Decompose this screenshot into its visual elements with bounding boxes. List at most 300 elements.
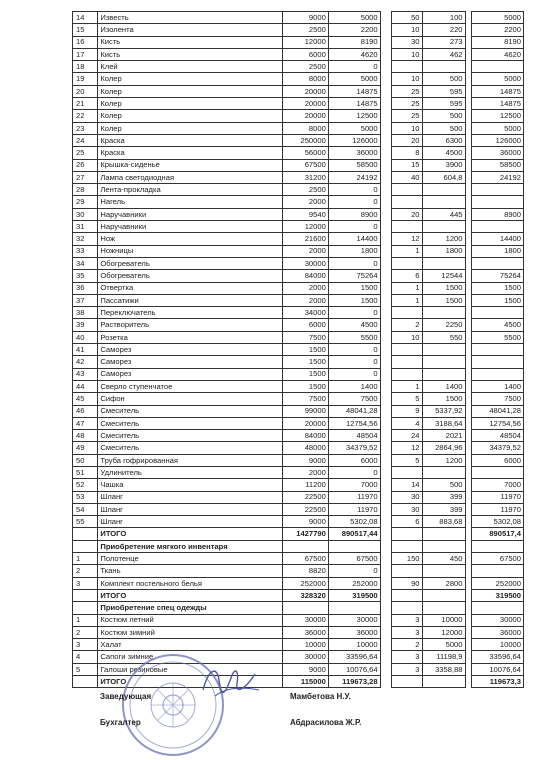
actual-amount-cell: 12754,56 xyxy=(328,417,380,429)
planned-amount-cell: 2500 xyxy=(282,61,328,73)
quantity-cell: 8 xyxy=(391,147,422,159)
table-row xyxy=(73,196,524,208)
spacer-cell xyxy=(465,540,472,552)
unit-price-cell: 11198,9 xyxy=(422,651,465,663)
quantity-cell: 150 xyxy=(391,553,422,565)
table-row xyxy=(73,491,524,503)
planned-amount-cell: 2500 xyxy=(282,24,328,36)
table-row xyxy=(73,565,524,577)
item-name-cell: Известь xyxy=(98,12,282,24)
planned-amount-cell: 30000 xyxy=(282,614,328,626)
row-number-cell: 53 xyxy=(73,491,98,503)
row-number-cell: 46 xyxy=(73,405,98,417)
spacer-cell xyxy=(465,245,472,257)
spacer-cell xyxy=(380,134,391,146)
row-number-cell: 33 xyxy=(73,245,98,257)
item-name-cell: Колер xyxy=(98,98,282,110)
actual-amount-cell: 126000 xyxy=(328,134,380,146)
spacer-cell xyxy=(380,454,391,466)
quantity-cell xyxy=(391,368,422,380)
table-row xyxy=(73,380,524,392)
table-row xyxy=(73,270,524,282)
row-number-cell: 30 xyxy=(73,208,98,220)
planned-amount-cell: 36000 xyxy=(282,626,328,638)
spacer-cell xyxy=(465,257,472,269)
total-cell xyxy=(472,221,524,233)
item-name-cell: ИТОГО xyxy=(98,589,282,601)
spacer-cell xyxy=(465,491,472,503)
spacer-cell xyxy=(380,24,391,36)
unit-price-cell: 5000 xyxy=(422,639,465,651)
spacer-cell xyxy=(465,466,472,478)
quantity-cell: 3 xyxy=(391,663,422,675)
spacer-cell xyxy=(380,676,391,688)
row-number-cell: 51 xyxy=(73,466,98,478)
table-row xyxy=(73,368,524,380)
spacer-cell xyxy=(380,528,391,540)
actual-amount-cell: 75264 xyxy=(328,270,380,282)
spacer-cell xyxy=(380,553,391,565)
unit-price-cell: 450 xyxy=(422,553,465,565)
total-cell: 10076,64 xyxy=(472,663,524,675)
item-name-cell: Лампа светодиодная xyxy=(98,171,282,183)
quantity-cell: 10 xyxy=(391,48,422,60)
total-cell xyxy=(472,307,524,319)
unit-price-cell: 2800 xyxy=(422,577,465,589)
quantity-cell xyxy=(391,528,422,540)
row-number-cell: 5 xyxy=(73,663,98,675)
planned-amount-cell: 8000 xyxy=(282,122,328,134)
quantity-cell xyxy=(391,602,422,614)
item-name-cell: Нож xyxy=(98,233,282,245)
spacer-cell xyxy=(380,577,391,589)
unit-price-cell xyxy=(422,356,465,368)
planned-amount-cell: 34000 xyxy=(282,307,328,319)
total-cell: 14875 xyxy=(472,98,524,110)
unit-price-cell: 1200 xyxy=(422,233,465,245)
planned-amount-cell: 1500 xyxy=(282,380,328,392)
spacer-cell xyxy=(465,503,472,515)
actual-amount-cell: 30000 xyxy=(328,614,380,626)
row-number-cell: 14 xyxy=(73,12,98,24)
actual-amount-cell: 36000 xyxy=(328,147,380,159)
spacer-cell xyxy=(465,147,472,159)
quantity-cell: 14 xyxy=(391,479,422,491)
item-name-cell: Краска xyxy=(98,147,282,159)
row-number-cell: 32 xyxy=(73,233,98,245)
spacer-cell xyxy=(465,73,472,85)
table-row xyxy=(73,294,524,306)
row-number-cell xyxy=(73,589,98,601)
unit-price-cell: 2864,96 xyxy=(422,442,465,454)
spacer-cell xyxy=(465,639,472,651)
unit-price-cell: 3188,64 xyxy=(422,417,465,429)
planned-amount-cell: 2000 xyxy=(282,294,328,306)
table-row xyxy=(73,24,524,36)
item-name-cell: Изолента xyxy=(98,24,282,36)
unit-price-cell: 500 xyxy=(422,110,465,122)
actual-amount-cell: 14875 xyxy=(328,85,380,97)
total-cell: 7500 xyxy=(472,393,524,405)
planned-amount-cell: 8820 xyxy=(282,565,328,577)
total-cell: 7000 xyxy=(472,479,524,491)
spacer-cell xyxy=(465,565,472,577)
row-number-cell: 50 xyxy=(73,454,98,466)
spacer-cell xyxy=(465,171,472,183)
actual-amount-cell: 1800 xyxy=(328,245,380,257)
spacer-cell xyxy=(465,368,472,380)
item-name-cell: Костюм летний xyxy=(98,614,282,626)
spacer-cell xyxy=(380,380,391,392)
spacer-cell xyxy=(380,589,391,601)
spacer-cell xyxy=(380,110,391,122)
row-number-cell: 52 xyxy=(73,479,98,491)
total-cell: 126000 xyxy=(472,134,524,146)
item-name-cell: Смеситель xyxy=(98,442,282,454)
actual-amount-cell: 0 xyxy=(328,344,380,356)
spacer-cell xyxy=(380,208,391,220)
spacer-cell xyxy=(380,565,391,577)
item-name-cell: Смеситель xyxy=(98,430,282,442)
spacer-cell xyxy=(380,639,391,651)
actual-amount-cell: 36000 xyxy=(328,626,380,638)
table-row xyxy=(73,577,524,589)
planned-amount-cell: 7500 xyxy=(282,393,328,405)
spacer-cell xyxy=(465,589,472,601)
quantity-cell: 30 xyxy=(391,491,422,503)
actual-amount-cell: 8900 xyxy=(328,208,380,220)
quantity-cell: 25 xyxy=(391,110,422,122)
row-number-cell: 22 xyxy=(73,110,98,122)
unit-price-cell: 399 xyxy=(422,491,465,503)
spacer-cell xyxy=(465,430,472,442)
row-number-cell: 47 xyxy=(73,417,98,429)
item-name-cell: Лента-прокладка xyxy=(98,184,282,196)
spacer-cell xyxy=(380,368,391,380)
table-row xyxy=(73,257,524,269)
quantity-cell: 5 xyxy=(391,393,422,405)
item-name-cell: Шланг xyxy=(98,491,282,503)
row-number-cell: 31 xyxy=(73,221,98,233)
planned-amount-cell: 11200 xyxy=(282,479,328,491)
planned-amount-cell: 12000 xyxy=(282,36,328,48)
planned-amount-cell: 84000 xyxy=(282,270,328,282)
table-row xyxy=(73,417,524,429)
total-cell: 1500 xyxy=(472,282,524,294)
spacer-cell xyxy=(380,85,391,97)
planned-amount-cell xyxy=(282,540,328,552)
table-row xyxy=(73,626,524,638)
spacer-cell xyxy=(380,663,391,675)
spacer-cell xyxy=(465,24,472,36)
spacer-cell xyxy=(465,602,472,614)
quantity-cell: 30 xyxy=(391,503,422,515)
spacer-cell xyxy=(465,393,472,405)
total-cell xyxy=(472,368,524,380)
quantity-cell: 1 xyxy=(391,380,422,392)
spacer-cell xyxy=(465,319,472,331)
spacer-cell xyxy=(380,442,391,454)
actual-amount-cell: 5000 xyxy=(328,73,380,85)
quantity-cell xyxy=(391,184,422,196)
expense-table xyxy=(72,11,524,688)
unit-price-cell: 10000 xyxy=(422,614,465,626)
item-name-cell: Приобретение мягкого инвентаря xyxy=(98,540,282,552)
planned-amount-cell: 328320 xyxy=(282,589,328,601)
planned-amount-cell: 84000 xyxy=(282,430,328,442)
total-cell: 119673,3 xyxy=(472,676,524,688)
unit-price-cell xyxy=(422,61,465,73)
total-cell: 11970 xyxy=(472,491,524,503)
planned-amount-cell: 9000 xyxy=(282,12,328,24)
quantity-cell: 3 xyxy=(391,651,422,663)
spacer-cell xyxy=(380,270,391,282)
row-number-cell: 20 xyxy=(73,85,98,97)
unit-price-cell xyxy=(422,184,465,196)
total-cell: 12500 xyxy=(472,110,524,122)
item-name-cell: Обогреватель xyxy=(98,270,282,282)
unit-price-cell xyxy=(422,565,465,577)
item-name-cell: Труба гофрированная xyxy=(98,454,282,466)
table-row xyxy=(73,221,524,233)
spacer-cell xyxy=(380,171,391,183)
item-name-cell: Клей xyxy=(98,61,282,73)
row-number-cell: 37 xyxy=(73,294,98,306)
quantity-cell: 15 xyxy=(391,159,422,171)
row-number-cell: 27 xyxy=(73,171,98,183)
row-number-cell: 4 xyxy=(73,651,98,663)
table-row xyxy=(73,540,524,552)
unit-price-cell: 500 xyxy=(422,73,465,85)
unit-price-cell: 500 xyxy=(422,479,465,491)
spacer-cell xyxy=(380,159,391,171)
quantity-cell: 1 xyxy=(391,294,422,306)
actual-amount-cell: 119673,28 xyxy=(328,676,380,688)
unit-price-cell xyxy=(422,528,465,540)
item-name-cell: Нагель xyxy=(98,196,282,208)
spacer-cell xyxy=(465,676,472,688)
row-number-cell: 17 xyxy=(73,48,98,60)
planned-amount-cell: 21600 xyxy=(282,233,328,245)
item-name-cell: Удлинитель xyxy=(98,466,282,478)
item-name-cell: Колер xyxy=(98,73,282,85)
table-row xyxy=(73,589,524,601)
planned-amount-cell: 1427790 xyxy=(282,528,328,540)
table-row xyxy=(73,134,524,146)
spacer-cell xyxy=(465,516,472,528)
unit-price-cell: 273 xyxy=(422,36,465,48)
actual-amount-cell: 33596,64 xyxy=(328,651,380,663)
item-name-cell: Отвертка xyxy=(98,282,282,294)
quantity-cell xyxy=(391,344,422,356)
total-cell: 36000 xyxy=(472,147,524,159)
table-row xyxy=(73,171,524,183)
total-cell: 12754,56 xyxy=(472,417,524,429)
planned-amount-cell: 250000 xyxy=(282,134,328,146)
planned-amount-cell: 9000 xyxy=(282,663,328,675)
row-number-cell xyxy=(73,528,98,540)
spacer-cell xyxy=(465,577,472,589)
item-name-cell: Халат xyxy=(98,639,282,651)
table-row xyxy=(73,245,524,257)
item-name-cell: Наручавники xyxy=(98,221,282,233)
spacer-cell xyxy=(380,233,391,245)
total-cell xyxy=(472,196,524,208)
table-row xyxy=(73,356,524,368)
item-name-cell: Обогреватель xyxy=(98,257,282,269)
spacer-cell xyxy=(380,12,391,24)
actual-amount-cell: 890517,44 xyxy=(328,528,380,540)
actual-amount-cell: 0 xyxy=(328,307,380,319)
planned-amount-cell: 1500 xyxy=(282,344,328,356)
planned-amount-cell: 10000 xyxy=(282,639,328,651)
spacer-cell xyxy=(465,405,472,417)
spacer-cell xyxy=(465,614,472,626)
row-number-cell: 3 xyxy=(73,639,98,651)
unit-price-cell: 2021 xyxy=(422,430,465,442)
actual-amount-cell: 10076,64 xyxy=(328,663,380,675)
quantity-cell: 3 xyxy=(391,614,422,626)
quantity-cell: 12 xyxy=(391,442,422,454)
table-row xyxy=(73,282,524,294)
planned-amount-cell: 22500 xyxy=(282,491,328,503)
spacer-cell xyxy=(465,61,472,73)
item-name-cell: Колер xyxy=(98,85,282,97)
spacer-cell xyxy=(380,503,391,515)
table-row xyxy=(73,516,524,528)
planned-amount-cell: 20000 xyxy=(282,110,328,122)
quantity-cell: 30 xyxy=(391,36,422,48)
quantity-cell: 12 xyxy=(391,233,422,245)
unit-price-cell: 1500 xyxy=(422,294,465,306)
spacer-cell xyxy=(465,651,472,663)
total-cell xyxy=(472,466,524,478)
spacer-cell xyxy=(465,134,472,146)
spacer-cell xyxy=(380,602,391,614)
spacer-cell xyxy=(380,651,391,663)
spacer-cell xyxy=(380,61,391,73)
table-row xyxy=(73,319,524,331)
unit-price-cell xyxy=(422,676,465,688)
table-row xyxy=(73,553,524,565)
item-name-cell: Шланг xyxy=(98,516,282,528)
planned-amount-cell: 8000 xyxy=(282,73,328,85)
actual-amount-cell: 11970 xyxy=(328,491,380,503)
actual-amount-cell: 6000 xyxy=(328,454,380,466)
spacer-cell xyxy=(465,307,472,319)
quantity-cell: 25 xyxy=(391,85,422,97)
actual-amount-cell: 34379,52 xyxy=(328,442,380,454)
item-name-cell: Колер xyxy=(98,110,282,122)
row-number-cell: 45 xyxy=(73,393,98,405)
spacer-cell xyxy=(380,331,391,343)
quantity-cell xyxy=(391,356,422,368)
quantity-cell: 10 xyxy=(391,122,422,134)
spacer-cell xyxy=(380,147,391,159)
planned-amount-cell: 7500 xyxy=(282,331,328,343)
table-row xyxy=(73,73,524,85)
quantity-cell: 3 xyxy=(391,626,422,638)
table-row xyxy=(73,442,524,454)
quantity-cell: 24 xyxy=(391,430,422,442)
planned-amount-cell: 1500 xyxy=(282,356,328,368)
actual-amount-cell: 8190 xyxy=(328,36,380,48)
actual-amount-cell: 67500 xyxy=(328,553,380,565)
planned-amount-cell: 30000 xyxy=(282,257,328,269)
actual-amount-cell: 48041,28 xyxy=(328,405,380,417)
planned-amount-cell: 48000 xyxy=(282,442,328,454)
actual-amount-cell: 1500 xyxy=(328,294,380,306)
quantity-cell: 9 xyxy=(391,405,422,417)
unit-price-cell xyxy=(422,589,465,601)
total-cell: 11970 xyxy=(472,503,524,515)
total-cell: 1400 xyxy=(472,380,524,392)
quantity-cell: 10 xyxy=(391,24,422,36)
actual-amount-cell: 12500 xyxy=(328,110,380,122)
row-number-cell: 40 xyxy=(73,331,98,343)
spacer-cell xyxy=(380,257,391,269)
actual-amount-cell: 14875 xyxy=(328,98,380,110)
item-name-cell: Смеситель xyxy=(98,417,282,429)
unit-price-cell: 550 xyxy=(422,331,465,343)
spacer-cell xyxy=(380,245,391,257)
table-row xyxy=(73,147,524,159)
actual-amount-cell: 0 xyxy=(328,257,380,269)
total-cell: 8190 xyxy=(472,36,524,48)
spacer-cell xyxy=(465,48,472,60)
unit-price-cell xyxy=(422,257,465,269)
planned-amount-cell: 6000 xyxy=(282,48,328,60)
unit-price-cell: 1200 xyxy=(422,454,465,466)
actual-amount-cell: 1400 xyxy=(328,380,380,392)
row-number-cell: 25 xyxy=(73,147,98,159)
item-name-cell: Ткань xyxy=(98,565,282,577)
total-cell: 5500 xyxy=(472,331,524,343)
unit-price-cell: 3358,88 xyxy=(422,663,465,675)
total-cell: 67500 xyxy=(472,553,524,565)
actual-amount-cell: 0 xyxy=(328,565,380,577)
spacer-cell xyxy=(465,663,472,675)
actual-amount-cell: 5000 xyxy=(328,122,380,134)
item-name-cell: Комплект постельного белья xyxy=(98,577,282,589)
total-cell: 36000 xyxy=(472,626,524,638)
spacer-cell xyxy=(465,417,472,429)
spacer-cell xyxy=(380,319,391,331)
spacer-cell xyxy=(465,110,472,122)
actual-amount-cell: 0 xyxy=(328,61,380,73)
quantity-cell xyxy=(391,589,422,601)
item-name-cell: Колер xyxy=(98,122,282,134)
planned-amount-cell: 20000 xyxy=(282,85,328,97)
table-row xyxy=(73,36,524,48)
spacer-cell xyxy=(380,221,391,233)
item-name-cell: Сифон xyxy=(98,393,282,405)
actual-amount-cell: 7500 xyxy=(328,393,380,405)
actual-amount-cell: 7000 xyxy=(328,479,380,491)
row-number-cell: 41 xyxy=(73,344,98,356)
unit-price-cell: 12544 xyxy=(422,270,465,282)
actual-amount-cell: 2200 xyxy=(328,24,380,36)
spacer-cell xyxy=(380,466,391,478)
spacer-cell xyxy=(465,344,472,356)
item-name-cell: Наручавники xyxy=(98,208,282,220)
spacer-cell xyxy=(380,196,391,208)
row-number-cell: 19 xyxy=(73,73,98,85)
quantity-cell: 2 xyxy=(391,319,422,331)
table-row xyxy=(73,528,524,540)
table-row xyxy=(73,110,524,122)
spacer-cell xyxy=(465,380,472,392)
